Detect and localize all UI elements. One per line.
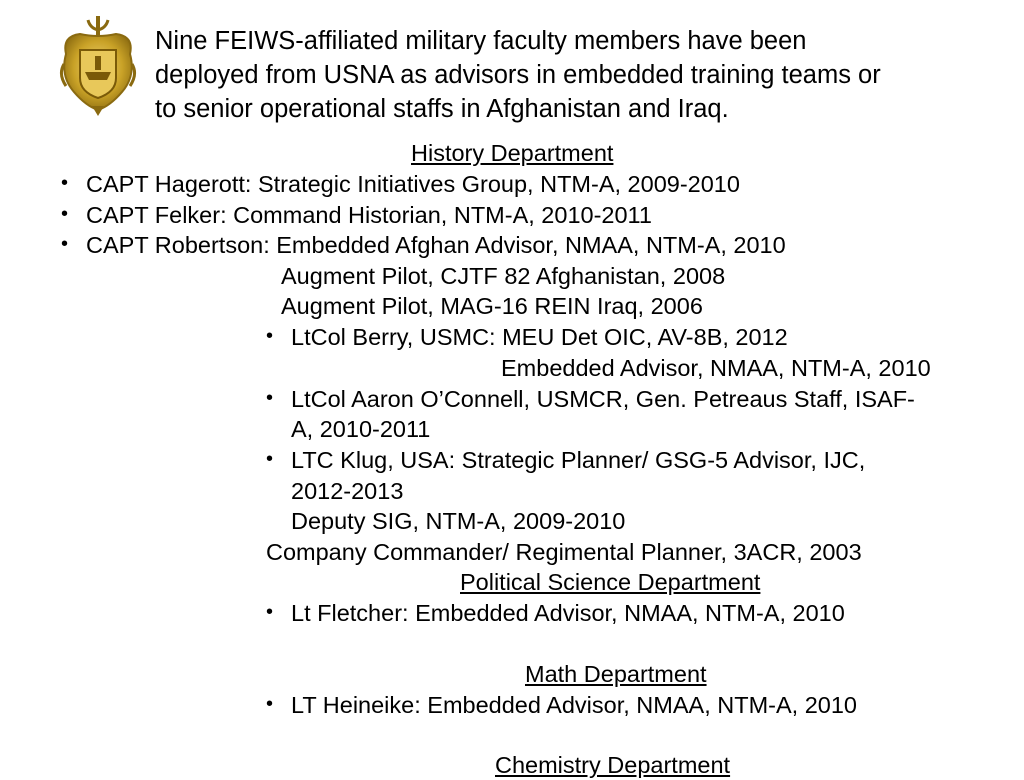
klug-cont-2: Deputy SIG, NTM-A, 2009-2010 [291, 508, 626, 534]
history-item-robertson: CAPT Robertson: Embedded Afghan Advisor, NMAA, NTM-A, 2010 [86, 232, 786, 258]
bullet-icon: • [61, 233, 69, 255]
berry-cont: Embedded Advisor, NMAA, NTM-A, 2010 [501, 355, 931, 381]
bullet-icon: • [61, 172, 69, 194]
chemistry-heading: Chemistry Department [495, 752, 731, 778]
math-heading: Math Department [525, 661, 707, 687]
title-line-1: Nine FEIWS-affiliated military faculty members have been [155, 27, 807, 55]
bullet-icon: • [266, 448, 274, 470]
math-item-heineike: LT Heineike: Embedded Advisor, NMAA, NTM-A, 2010 [291, 692, 857, 718]
bullet-icon: • [266, 325, 274, 347]
oconnell-cont: A, 2010-2011 [291, 416, 431, 442]
robertson-cont-2: Augment Pilot, MAG-16 REIN Iraq, 2006 [281, 293, 703, 319]
polisci-heading: Political Science Department [460, 569, 761, 595]
title-line-2: deployed from USNA as advisors in embedded training teams or [155, 61, 881, 89]
history-heading: History Department [411, 140, 614, 166]
title-line-3: to senior operational staffs in Afghanistan and Iraq. [155, 95, 729, 123]
robertson-cont-1: Augment Pilot, CJTF 82 Afghanistan, 2008 [281, 263, 726, 289]
usna-seal-icon [58, 14, 138, 118]
history-item-hagerott: CAPT Hagerott: Strategic Initiatives Group, NTM-A, 2009-2010 [86, 171, 740, 197]
history-item-felker: CAPT Felker: Command Historian, NTM-A, 2010-2011 [86, 202, 652, 228]
bullet-icon: • [266, 693, 274, 715]
klug-cont-3: Company Commander/ Regimental Planner, 3ACR, 2003 [266, 539, 862, 565]
history-item-oconnell: LtCol Aaron O’Connell, USMCR, Gen. Petreaus Staff, ISAF- [291, 386, 915, 412]
history-item-berry: LtCol Berry, USMC: MEU Det OIC, AV-8B, 2012 [291, 324, 788, 350]
klug-cont-1: 2012-2013 [291, 478, 404, 504]
bullet-icon: • [266, 387, 274, 409]
bullet-icon: • [61, 203, 69, 225]
polisci-item-fletcher: Lt Fletcher: Embedded Advisor, NMAA, NTM-A, 2010 [291, 600, 845, 626]
history-item-klug: LTC Klug, USA: Strategic Planner/ GSG-5 Advisor, IJC, [291, 447, 866, 473]
bullet-icon: • [266, 601, 274, 623]
